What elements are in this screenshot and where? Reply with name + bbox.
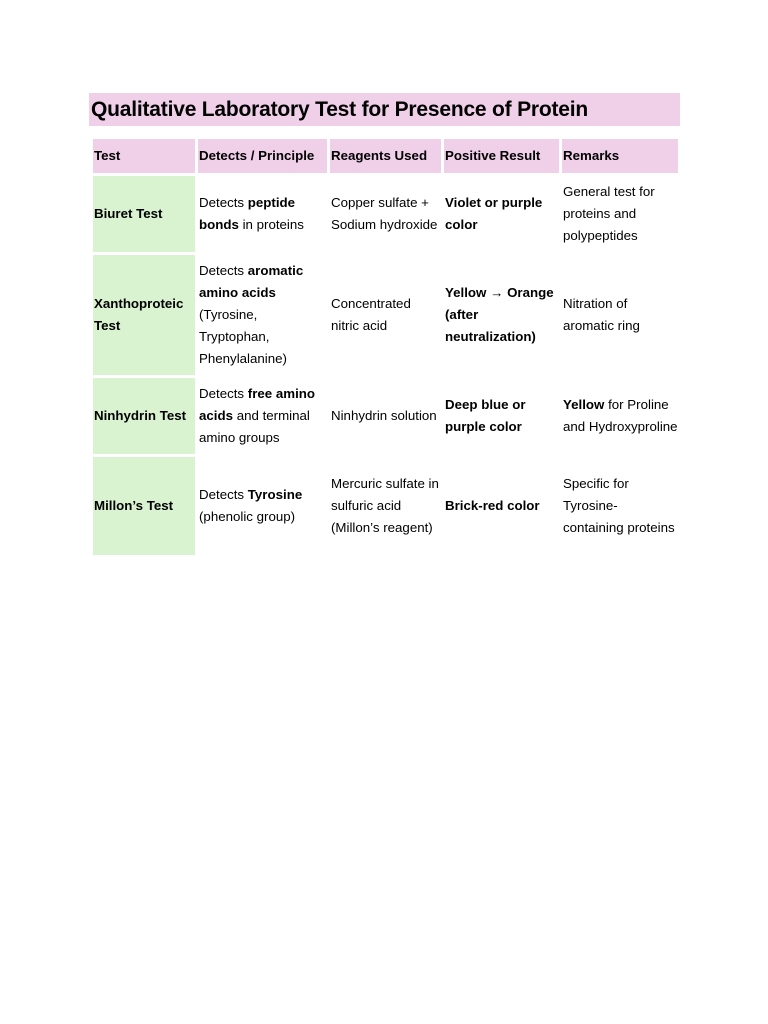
title-bar bbox=[89, 93, 680, 126]
positive-result-cell: Violet or purple color bbox=[444, 176, 559, 252]
detects-bold: Tyrosine bbox=[247, 487, 303, 502]
detects-post: (Tyrosine, Tryptophan, Phenylalanine) bbox=[199, 307, 287, 366]
test-name-cell: Millon’s Test bbox=[93, 457, 195, 555]
remarks-cell bbox=[562, 457, 678, 555]
detects-post: and terminal amino groups bbox=[199, 408, 310, 445]
detects-bold: free amino acids bbox=[199, 386, 316, 423]
protein-tests-table bbox=[90, 136, 681, 558]
test-name-cell: Biuret Test bbox=[93, 176, 195, 252]
remarks-cell bbox=[562, 176, 678, 252]
header-positive-result: Positive Result bbox=[444, 139, 559, 173]
header-reagents-used: Reagents Used bbox=[330, 139, 441, 173]
header-test: Test bbox=[93, 139, 195, 173]
detects-cell bbox=[198, 457, 327, 555]
remarks-text: General test for proteins and polypeptides bbox=[563, 184, 655, 243]
reagents-cell: Mercuric sulfate in sulfuric acid (Millon’s reagent) bbox=[330, 457, 441, 555]
test-name-cell: Ninhydrin Test bbox=[93, 378, 195, 454]
remarks-text: Nitration of aromatic ring bbox=[563, 296, 640, 333]
detects-pre: Detects bbox=[199, 263, 248, 278]
detects-post: (phenolic group) bbox=[199, 509, 296, 524]
detects-pre: Detects bbox=[199, 195, 248, 210]
document-title: Qualitative Laboratory Test for Presence of Protein bbox=[91, 97, 589, 121]
reagents-cell: Ninhydrin solution bbox=[330, 378, 441, 454]
table-row bbox=[93, 457, 678, 555]
detects-pre: Detects bbox=[199, 487, 248, 502]
remarks-text: for Proline and Hydroxyproline bbox=[563, 397, 678, 434]
test-name-cell: Xanthoproteic Test bbox=[93, 255, 195, 375]
remarks-cell bbox=[562, 378, 678, 454]
reagents-cell: Copper sulfate + Sodium hydroxide bbox=[330, 176, 441, 252]
detects-cell bbox=[198, 378, 327, 454]
table-row bbox=[93, 378, 678, 454]
table-row bbox=[93, 176, 678, 252]
positive-result-cell: Brick-red color bbox=[444, 457, 559, 555]
detects-cell bbox=[198, 255, 327, 375]
remarks-bold: Yellow bbox=[563, 397, 605, 412]
remarks-text: Specific for Tyrosine-containing proteins bbox=[563, 476, 675, 535]
detects-pre: Detects bbox=[199, 386, 248, 401]
table-row bbox=[93, 255, 678, 375]
reagents-cell: Concentrated nitric acid bbox=[330, 255, 441, 375]
positive-result-cell: Deep blue or purple color bbox=[444, 378, 559, 454]
header-detects-principle: Detects / Principle bbox=[198, 139, 327, 173]
detects-bold: aromatic amino acids bbox=[199, 263, 304, 300]
header-remarks: Remarks bbox=[562, 139, 678, 173]
table-header-row bbox=[93, 139, 678, 173]
detects-cell bbox=[198, 176, 327, 252]
remarks-cell bbox=[562, 255, 678, 375]
detects-bold: peptide bonds bbox=[199, 195, 296, 232]
positive-result-cell: Yellow → Orange (after neutralization) bbox=[444, 255, 559, 375]
detects-post: in proteins bbox=[238, 217, 304, 232]
